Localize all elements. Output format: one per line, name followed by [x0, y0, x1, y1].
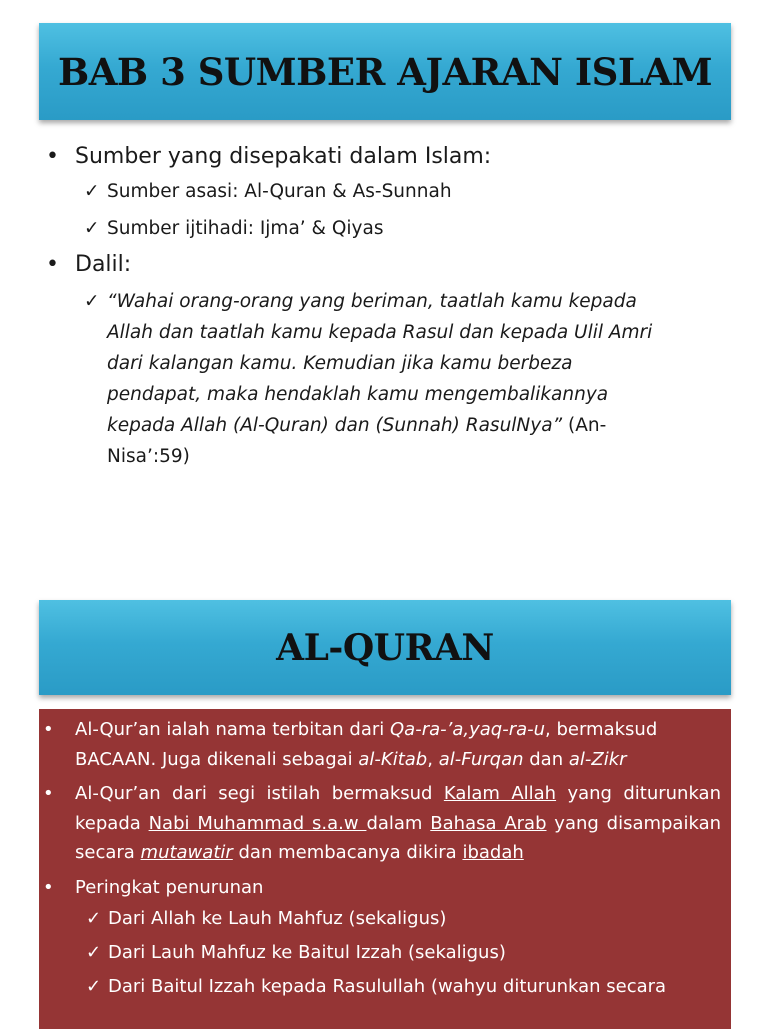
checkmark-icon: ✓ — [84, 218, 100, 239]
point-istilah — [39, 779, 721, 868]
bullet-icon: • — [46, 252, 59, 277]
checkmark-icon: ✓ — [86, 976, 102, 997]
checkmark-icon: ✓ — [84, 181, 100, 202]
point-text: Al-Qur’an ialah nama terbitan dari Qa-ra-’a,yaq-ra-u, bermaksud BACAAN. Juga dikenali sebagai al-Kitab, al-Furqan dan al-Zikr — [75, 719, 658, 770]
slide2-title: AL-QURAN — [276, 626, 494, 669]
bullet-text: Dalil: — [75, 252, 132, 277]
sub-item-text: Sumber asasi: Al-Quran & As-Sunnah — [107, 181, 452, 202]
step-item — [39, 902, 721, 936]
sub-item-ijtihadi — [46, 213, 736, 245]
slide2-content-box — [39, 709, 731, 1029]
bullet-text: Sumber yang disepakati dalam Islam: — [75, 144, 492, 169]
quote-text: “Wahai orang-orang yang beriman, taatlah kamu kepada Allah dan taatlah kamu kepada Rasul dan kepada Ulil Amri dari kalangan kamu. Kemudian jika kamu berbeza pendapat, maka hendaklah kamu mengembalikannya kepada Allah (Al-Quran) dan (Sunnah) RasulNya” — [107, 291, 653, 436]
slide1-title: BAB 3 SUMBER AJARAN ISLAM — [57, 49, 713, 94]
checkmark-icon: ✓ — [86, 942, 102, 963]
quote-reference: (An-Nisa’:59) — [107, 415, 607, 467]
sub-item-text: Sumber ijtihadi: Ijma’ & Qiyas — [107, 218, 384, 239]
slide2-title-bar — [39, 600, 731, 695]
bullet-sumber — [46, 140, 736, 174]
point-text: Al-Qur’an dari segi istilah bermaksud Kalam Allah yang diturunkan kepada Nabi Muhammad s.a.w dalam Bahasa Arab yang disampaikan secara mutawatir dan membacanya dikira ibadah — [75, 783, 722, 863]
checkmark-icon: ✓ — [86, 908, 102, 929]
slide1-title-bar — [39, 23, 731, 120]
sub-item-asasi — [46, 176, 736, 208]
dalil-quote-item — [46, 286, 736, 472]
step-text: Dari Allah ke Lauh Mahfuz (sekaligus) — [108, 908, 447, 929]
dalil-quote — [107, 286, 672, 472]
step-text: Dari Baitul Izzah kepada Rasulullah (wahyu diturunkan secara — [108, 976, 667, 997]
step-item — [39, 936, 721, 970]
slide1-content — [46, 140, 736, 472]
point-text: Peringkat penurunan — [75, 876, 264, 898]
checkmark-icon: ✓ — [84, 291, 100, 312]
bullet-icon: • — [43, 876, 54, 898]
bullet-icon: • — [43, 783, 54, 804]
point-definition — [39, 715, 721, 774]
bullet-dalil — [46, 248, 736, 282]
point-peringkat — [39, 873, 721, 903]
bullet-icon: • — [46, 144, 59, 169]
step-item — [39, 970, 721, 1004]
bullet-icon: • — [43, 719, 54, 740]
step-text: Dari Lauh Mahfuz ke Baitul Izzah (sekaligus) — [108, 942, 506, 963]
